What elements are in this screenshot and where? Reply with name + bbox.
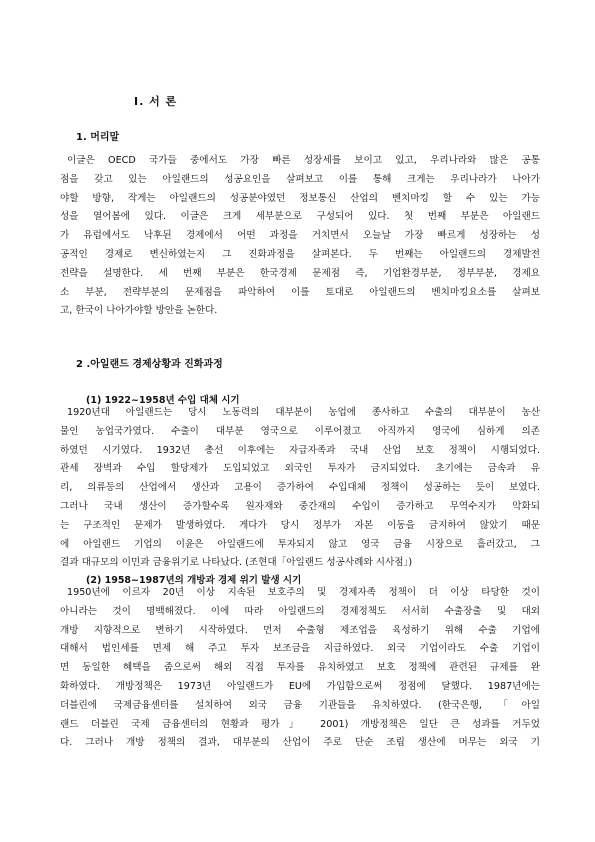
section-title-introduction: 1. 머리말 (76, 132, 120, 143)
chapter-title: Ⅰ. 서 론 (134, 95, 178, 108)
paragraph-line: 전략을 설명한다. 세 번째 부분은 한국경제 문제점 즉, 기업환경부분, 정부부분, 경제요 (60, 267, 540, 279)
subsection-title-opening-crisis: (2) 1958~1987년의 개방과 경제 위기 발생 시기 (86, 575, 302, 586)
paragraph-line: 대해서 법인세를 면제 해 주고 투자 보조금을 지급하였다. 외국 기업이라도 수출 기업이 (60, 643, 540, 655)
paragraph-line: 관세 장벽과 수입 할당제가 도입되었고 외국인 투자가 금지되었다. 초기에는 금속과 유 (60, 463, 540, 475)
paragraph-line: 개방 지향적으로 변하기 시작하였다. 먼저 수출형 제조업을 육성하기 위해 수출 기업에 (60, 624, 540, 636)
paragraph-line: 소 부분, 전략부분의 문제점을 파악하여 이를 토대로 아일랜드의 벤치마킹요소를 살펴보 (60, 286, 540, 298)
introduction-paragraph (60, 152, 540, 321)
opening-crisis-paragraph (60, 584, 540, 753)
paragraph-line: 하였던 시기였다. 1932년 총선 이후에는 자급자족과 국내 산업 보호 정책이 시행되었다. (60, 444, 540, 456)
paragraph-line: 면 동일한 혜택을 줌으로써 해외 직접 투자를 유치하였고 보호 정책에 관련된 규제를 완 (60, 662, 540, 674)
paragraph-line: 는 구조적인 문제가 발생하였다. 게다가 당시 정부가 자본 이동을 금지하여 않았기 때문 (60, 519, 540, 531)
import-substitution-paragraph (60, 404, 540, 573)
paragraph-line: 아니라는 것이 명백해졌다. 이에 따라 아일랜드의 경제정책도 서서히 수출장출 및 대외 (60, 605, 540, 617)
subsection-title-import-substitution: (1) 1922~1958년 수입 대체 시기 (86, 395, 240, 406)
paragraph-line: 가 유럽에서도 낙후된 경제에서 어떤 과정을 거치면서 오늘날 가장 빠르게 성장하는 성 (60, 230, 540, 242)
paragraph-line: 랜드 더블린 국제 금융센터의 현황과 평가」 2001) 개방정책은 일단 큰 성과를 거두었 (60, 718, 540, 730)
paragraph-line: 다. 그러나 개방 정책의 결과, 대부분의 산업이 주로 단순 조립 생산에 머무는 외국 기 (60, 737, 540, 749)
paragraph-line: 결과 대규모의 이민과 금융위기로 나타났다. (조현대「아일랜드 성공사례와 시사점」) (60, 557, 413, 569)
paragraph-line: 고, 한국이 나아가야할 방안을 논한다. (60, 305, 218, 317)
paragraph-line: 성을 열어봄에 있다. 이글은 크게 세부분으로 구성되어 있다. 첫 번째 부분은 아일랜드 (60, 211, 540, 223)
paragraph-line: 그러나 국내 생산이 증가할수록 원자재와 중간재의 수입이 증가하고 무역수지가 악화되 (60, 500, 540, 512)
paragraph-line: 1920년대 아일랜드는 당시 노동력의 대부분이 농업에 종사하고 수출의 대부분이 농산 (67, 407, 540, 418)
paragraph-line: 야할 방향, 작게는 아일랜드의 성공분야였던 정보통신 산업의 벤치마킹 할 수 있는 가능 (60, 192, 540, 204)
paragraph-line: 이글은 OECD 국가들 중에서도 가장 빠른 성장세를 보이고 있고, 우리나라와 많은 공통 (67, 155, 540, 166)
paragraph-line: 점을 갖고 있는 아일랜드의 성공요인을 살펴보고 이를 통해 크게는 우리나라가 나아가 (60, 173, 540, 185)
paragraph-line: 화하였다. 개방정책은 1973년 아일랜드가 EU에 가입함으로써 정점에 달했다. 1987년에는 (60, 680, 540, 692)
paragraph-line: 공적인 경제로 변신하였는지 그 진화과정을 살펴본다. 두 번째는 아일랜드의 경제발전 (60, 248, 540, 260)
section-title-economy-evolution: 2 .아일랜드 경제상황과 진화과정 (76, 359, 223, 370)
paragraph-line: 더블린에 국제금융센터를 설치하여 외국 금융 기관들을 유치하였다. (한국은행, 「아일 (60, 699, 540, 711)
paragraph-line: 물인 농업국가였다. 수출이 대부분 영국으로 이루어졌고 아직까지 영국에 심하게 의존 (60, 425, 540, 437)
paragraph-line: 1950년에 이르자 20년 이상 지속된 보호주의 및 경제자족 정책이 더 이상 타당한 것이 (67, 587, 540, 598)
paragraph-line: 리, 의류등의 산업에서 생산과 고용이 증가하여 수입대체 정책이 성공하는 듯이 보였다. (60, 482, 540, 494)
paragraph-line: 에 아일랜드 기업의 이윤은 아일랜드에 투자되지 않고 영국 금융 시장으로 흘러갔고, 그 (60, 538, 540, 550)
